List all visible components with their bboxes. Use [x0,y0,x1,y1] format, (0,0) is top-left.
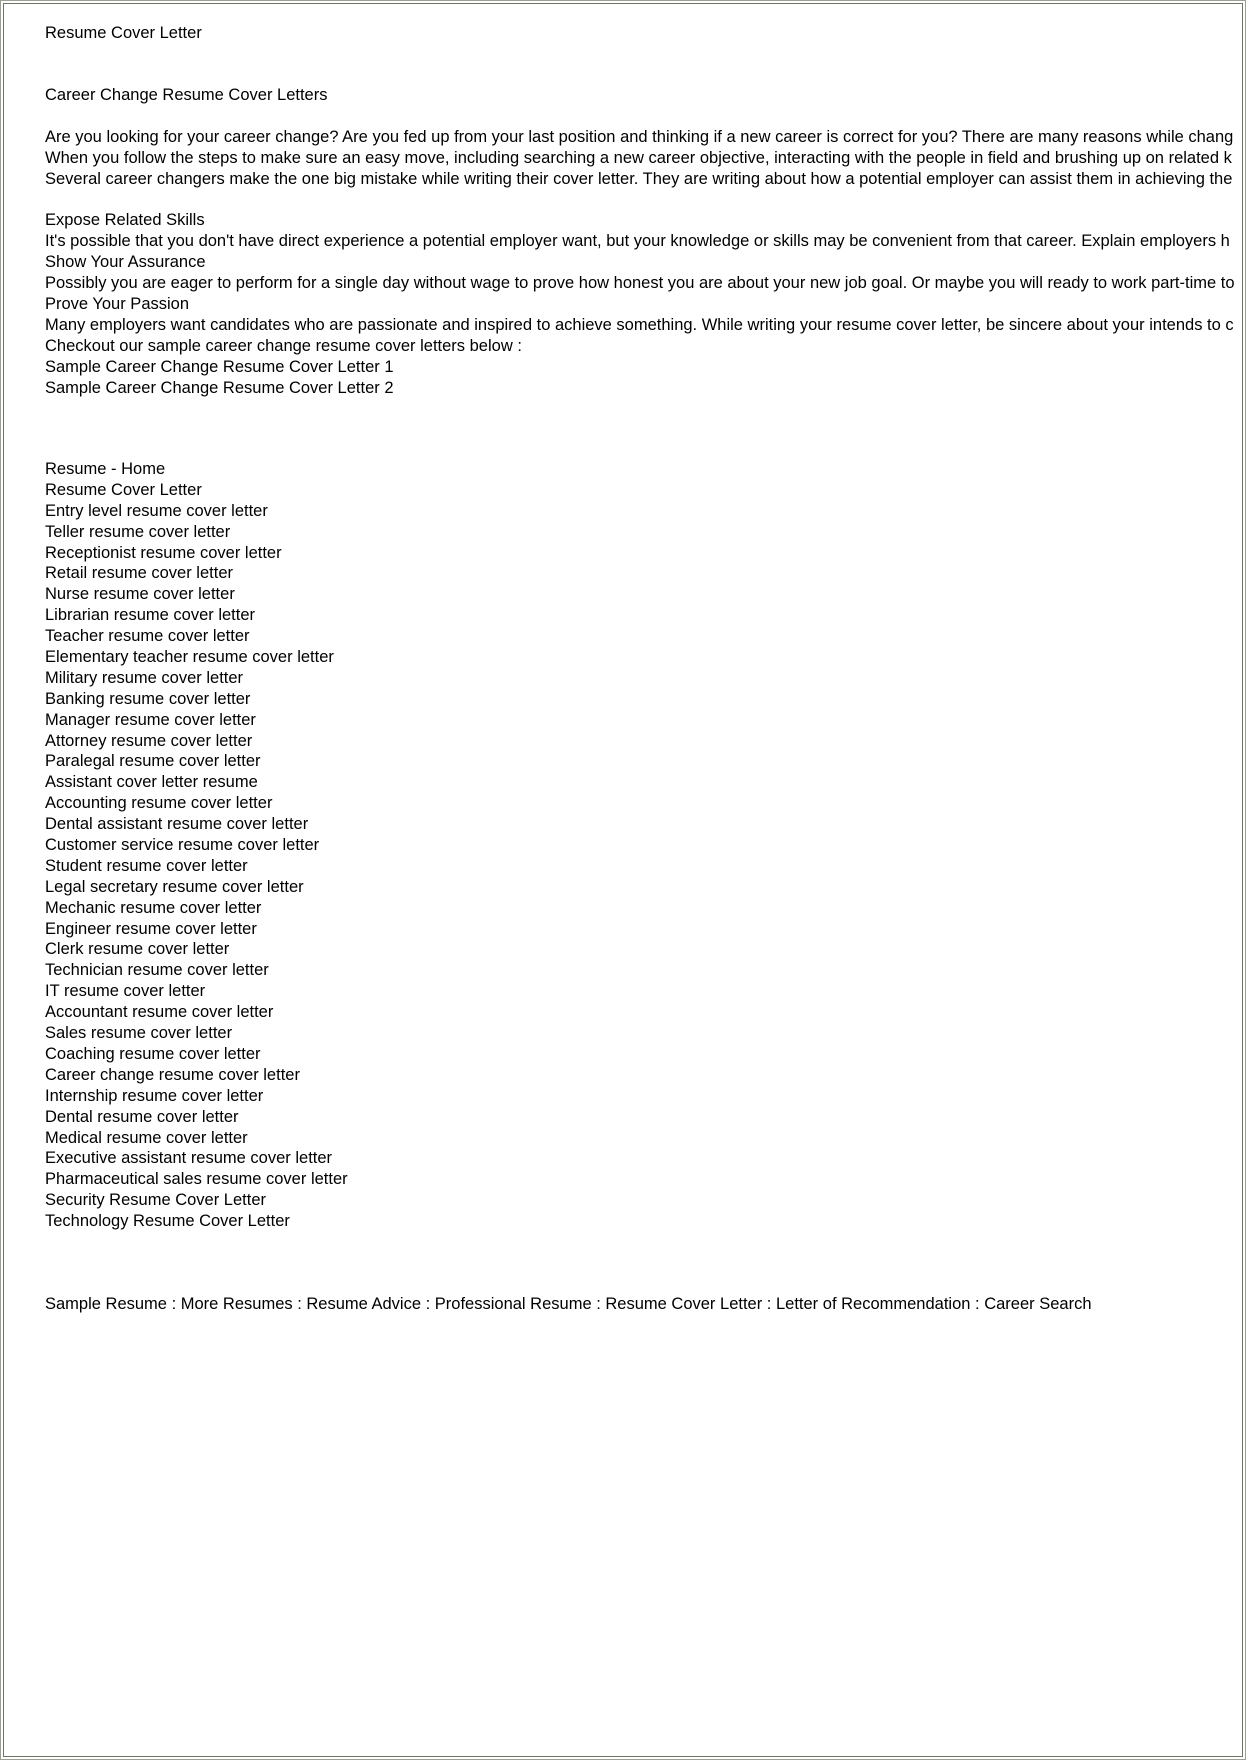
nav-link[interactable]: Engineer resume cover letter [45,919,257,938]
section-heading-skills: Expose Related Skills [45,211,205,229]
nav-link-home [45,459,348,480]
footer-separator: : [591,1295,606,1313]
nav-link[interactable]: Internship resume cover letter [45,1086,264,1105]
nav-link[interactable]: Technology Resume Cover Letter [45,1212,290,1231]
footer-separator: : [970,1295,985,1313]
nav-link[interactable]: Pharmaceutical sales resume cover letter [45,1170,348,1189]
nav-link[interactable]: Mechanic resume cover letter [45,898,262,917]
nav-link[interactable]: Nurse resume cover letter [45,585,235,604]
sample-letter-link-1[interactable]: Sample Career Change Resume Cover Letter 1 [45,358,394,376]
footer-separator: : [166,1295,181,1313]
footer-separator: : [292,1295,307,1313]
nav-link[interactable]: Teacher resume cover letter [45,627,250,646]
nav-link[interactable]: Banking resume cover letter [45,689,251,708]
nav-link[interactable]: Technician resume cover letter [45,961,269,980]
page-title: Resume Cover Letter [45,24,202,42]
footer-link-career-search[interactable]: Career Search [984,1295,1092,1313]
nav-link[interactable]: Manager resume cover letter [45,710,256,729]
nav-link[interactable]: Executive assistant resume cover letter [45,1149,333,1168]
nav-link[interactable]: Librarian resume cover letter [45,606,256,625]
nav-link[interactable]: Accountant resume cover letter [45,1003,274,1022]
nav-link[interactable]: Entry level resume cover letter [45,501,268,520]
nav-link[interactable]: Resume - Home [45,460,166,478]
section-text-skills: It's possible that you don't have direct experience a potential employer want, but your knowledge or skills may be convenient from that career. Explain employers h [45,232,1230,250]
footer-separator: : [421,1295,435,1313]
nav-link[interactable]: Assistant cover letter resume [45,773,258,792]
nav-link[interactable]: Legal secretary resume cover letter [45,877,304,896]
nav-link-list [45,459,348,1232]
nav-link[interactable]: Medical resume cover letter [45,1128,248,1147]
footer-link-resume-cover-letter[interactable]: Resume Cover Letter [605,1295,763,1313]
nav-link[interactable]: Retail resume cover letter [45,564,233,583]
nav-link[interactable]: Attorney resume cover letter [45,731,253,750]
checkout-text: Checkout our sample career change resume cover letters below : [45,337,522,355]
nav-link[interactable]: Dental resume cover letter [45,1107,239,1126]
nav-link[interactable]: Teller resume cover letter [45,522,231,541]
nav-link[interactable]: Dental assistant resume cover letter [45,815,309,834]
nav-link[interactable]: Career change resume cover letter [45,1065,300,1084]
nav-link[interactable]: Military resume cover letter [45,668,244,687]
section-heading-assurance: Show Your Assurance [45,253,206,271]
nav-link[interactable]: IT resume cover letter [45,982,206,1001]
nav-link[interactable]: Elementary teacher resume cover letter [45,648,334,667]
nav-link[interactable]: Clerk resume cover letter [45,940,230,959]
footer-link-resume-advice[interactable]: Resume Advice [306,1295,422,1313]
footer-link-sample-resume[interactable]: Sample Resume [45,1295,167,1313]
section-heading-passion: Prove Your Passion [45,295,190,313]
footer-link-letter-of-recommendation[interactable]: Letter of Recommendation [775,1295,971,1313]
nav-link[interactable]: Student resume cover letter [45,856,248,875]
nav-link[interactable]: Sales resume cover letter [45,1024,233,1043]
footer-links [45,1294,1092,1315]
nav-link[interactable]: Resume Cover Letter [45,480,202,499]
nav-link[interactable]: Security Resume Cover Letter [45,1191,267,1210]
footer-link-professional-resume[interactable]: Professional Resume [434,1295,592,1313]
intro-line-1: Are you looking for your career change? Are you fed up from your last position and thinking if a new career is correct for you? There are many reasons while chang [45,128,1234,146]
nav-link[interactable]: Paralegal resume cover letter [45,752,261,771]
nav-link[interactable]: Accounting resume cover letter [45,794,273,813]
section-text-assurance: Possibly you are eager to perform for a single day without wage to prove how honest you are about your new job goal. Or maybe you will ready to work part-time to [45,274,1235,292]
article-heading: Career Change Resume Cover Letters [45,86,328,104]
intro-line-3: Several career changers make the one big mistake while writing their cover letter. They are writing about how a potential employer can assist them in achieving the [45,170,1233,188]
intro-line-2: When you follow the steps to make sure an easy move, including searching a new career objective, interacting with the people in field and brushing up on related k [45,149,1232,167]
footer-separator: : [762,1295,776,1313]
section-text-passion: Many employers want candidates who are passionate and inspired to achieve something. While writing your resume cover letter, be sincere about your intends to c [45,316,1234,334]
nav-link[interactable]: Coaching resume cover letter [45,1044,261,1063]
sample-letter-link-2[interactable]: Sample Career Change Resume Cover Letter 2 [45,379,394,397]
nav-link[interactable]: Customer service resume cover letter [45,836,320,855]
document-page [45,0,1242,1760]
nav-link[interactable]: Receptionist resume cover letter [45,543,282,562]
footer-link-more-resumes[interactable]: More Resumes [180,1295,293,1313]
